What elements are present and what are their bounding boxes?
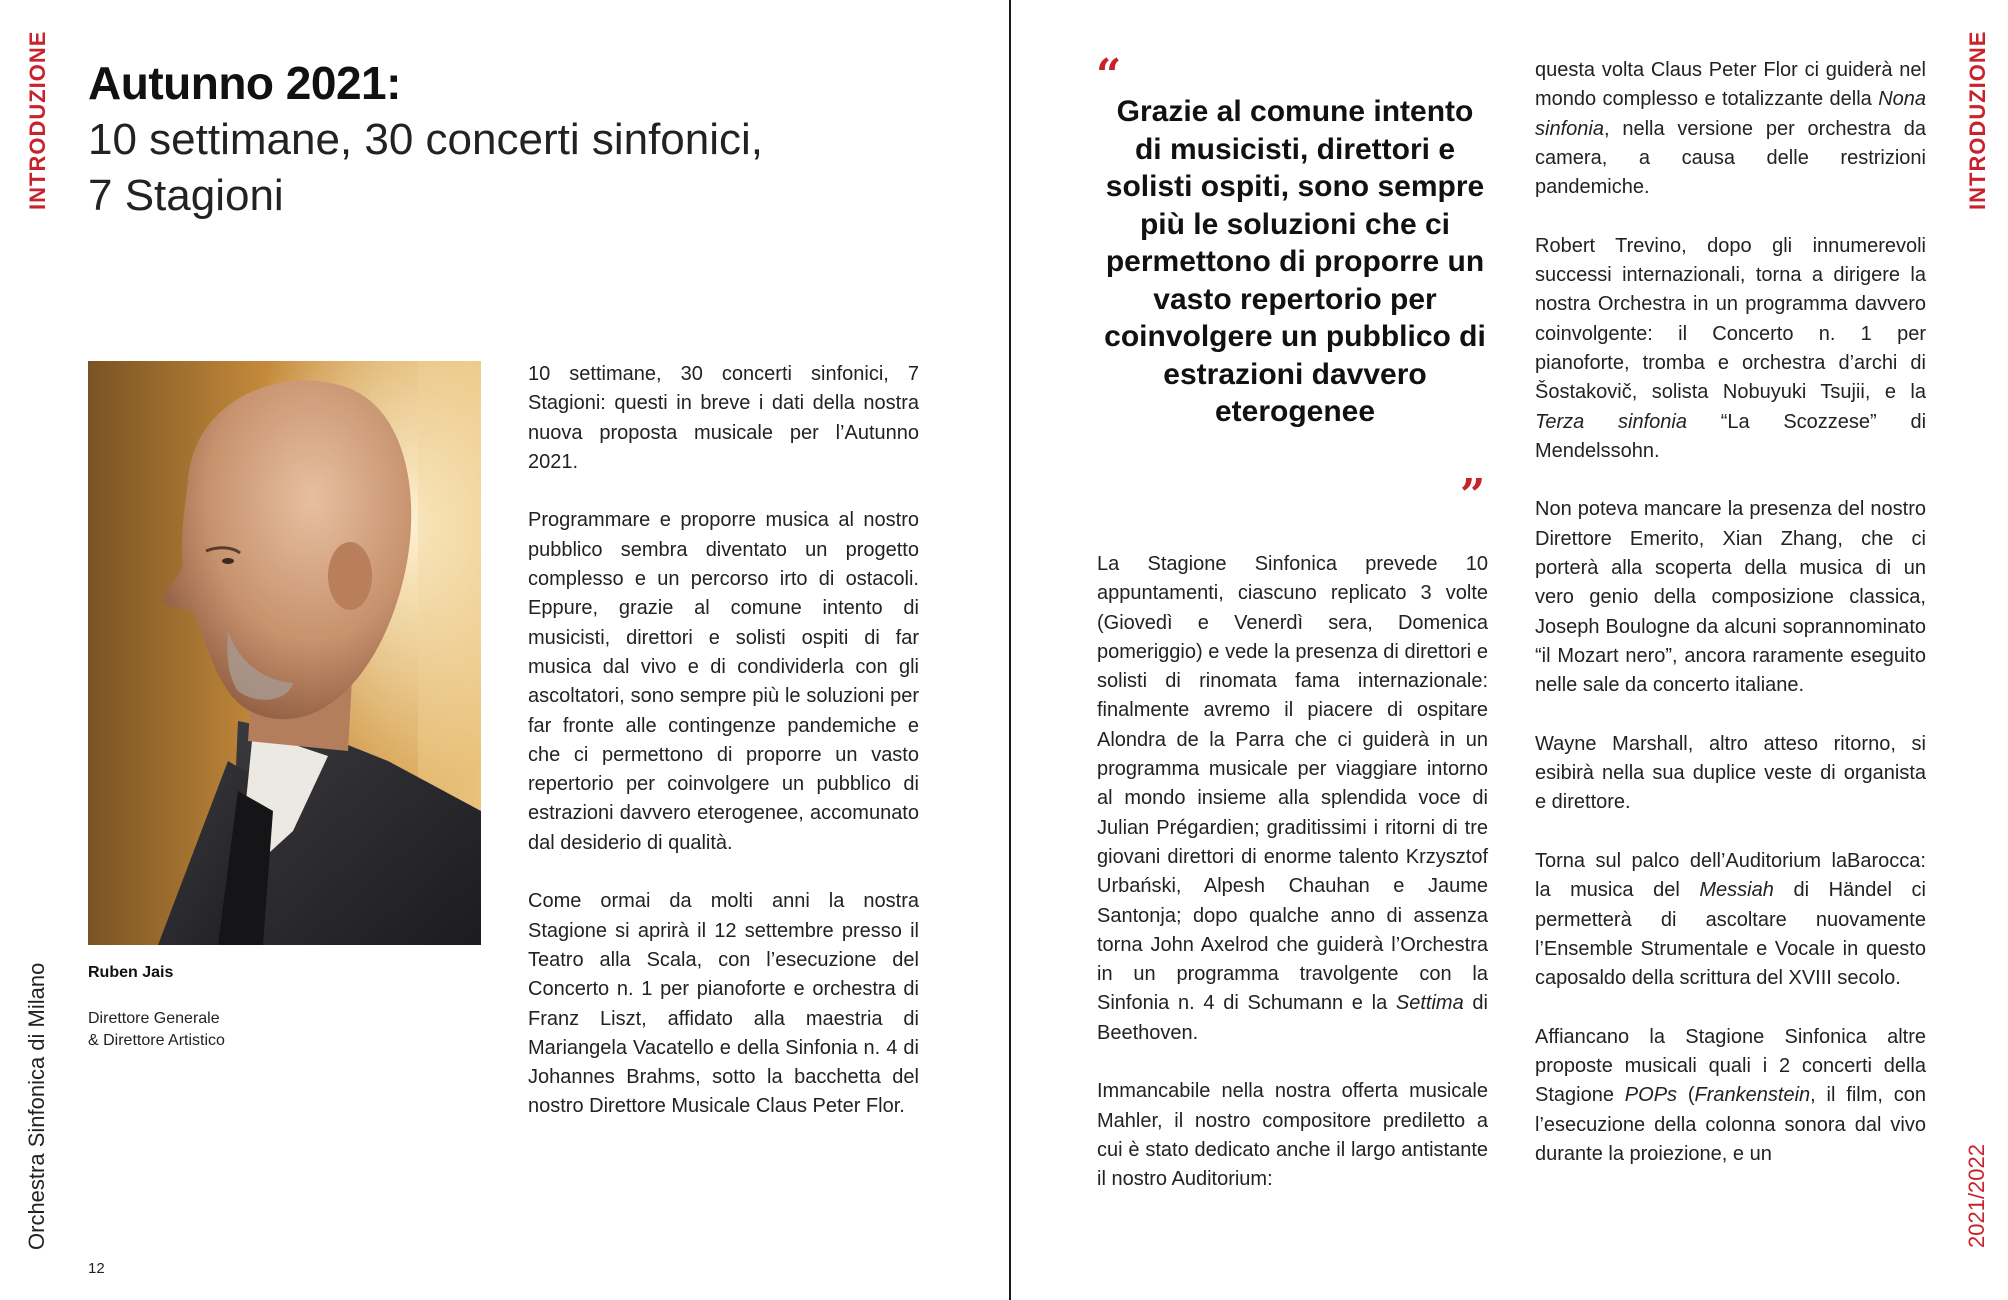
- season-label: 2021/2022: [1964, 1144, 1989, 1248]
- portrait-caption-name: Ruben Jais: [88, 964, 174, 981]
- section-label-left: INTRODUZIONE: [25, 30, 50, 210]
- portrait-caption-role: [88, 1008, 388, 1052]
- paragraph: Wayne Marshall, altro atteso ritorno, si esibirà nella sua duplice veste di organista e direttore.: [1535, 732, 1926, 814]
- quote-close-mark: ”: [1460, 470, 1486, 521]
- page-spread-divider: [1009, 0, 1011, 1300]
- pull-quote: Grazie al comune intento di musicisti, direttori e solisti ospiti, sono sempre più le soluzioni che ci permettono di proporre un vasto repertorio per coinvolgere un pubblico di estrazioni davvero eterogenee: [1104, 95, 1486, 428]
- paragraph: Affiancano la Stagione Sinfonica altre proposte musicali quali i 2 concerti della Stagione POPs (Frankenstein, il film, con l’esecuzione della colonna sonora dal vivo durante la proiezione, e un: [1535, 1025, 1927, 1165]
- quote-open-mark: “: [1096, 50, 1122, 101]
- page-number: 12: [88, 1260, 105, 1277]
- subtitle-line-2: 7 Stagioni: [88, 171, 284, 220]
- paragraph: Robert Trevino, dopo gli innumerevoli successi internazionali, torna a dirigere la nostra Orchestra in un programma davvero coinvolgente: il Concerto n. 1 per pianoforte, tromba e orchestra d’archi di Šostakovič, solista Nobuyuki Tsujii, e la Terza sinfonia “La Scozzese” di Mendelssohn.: [1535, 234, 1927, 462]
- paragraph: La Stagione Sinfonica prevede 10 appuntamenti, ciascuno replicato 3 volte (Giovedì e Venerdì sera, Domenica pomeriggio) e vede la presenza di direttori e solisti di rinomata fama internazionale: finalmente avremo il piacere di ospitare Alondra de la Parra che ci guiderà in un programma musicale per viaggiare intorno al mondo insieme alla splendida voce di Julian Prégardien; graditissimi i ritorni di tre giovani direttori di enorme talento Krzysztof Urbański, Alpesh Chauhan e Jaume Santonja; dopo qualche anno di assenza torna John Axelrod che guiderà l’Orchestra in un programma travolgente con la Sinfonia n. 4 di Schumann e la Settima di Beethoven.: [1097, 553, 1488, 1044]
- orchestra-label: Orchestra Sinfonica di Milano: [24, 962, 49, 1250]
- paragraph: questa volta Claus Peter Flor ci guiderà nel mondo complesso e totalizzante della Nona sinfonia, nella versione per orchestra da camera, a causa delle restrizioni pandemiche.: [1535, 59, 1926, 199]
- paragraph: 10 settimane, 30 concerti sinfonici, 7 Stagioni: questi in breve i dati della nostra nuova proposta musicale per l’Autunno 2021.: [528, 363, 919, 473]
- paragraph: Programmare e proporre musica al nostro pubblico sembra diventato un progetto complesso e un percorso irto di ostacoli. Eppure, grazie al comune intento di musicisti, direttori e solisti ospiti di far musica dal vivo e di condividerla con gli ascoltatori, sono sempre più le soluzioni per far fronte alle contingenze pandemiche e che ci permettono di proporre un vasto repertorio per coinvolgere un pubblico di estrazioni davvero eterogenee, accomunato dal desiderio di qualità.: [528, 509, 919, 854]
- subtitle-line-1: 10 settimane, 30 concerti sinfonici,: [88, 115, 764, 164]
- body-column-3: [1097, 550, 1488, 1224]
- portrait-photo: [88, 361, 481, 945]
- paragraph: Torna sul palco dell’Auditorium laBarocca: la musica del Messiah di Händel ci permetterà di ascoltare nuovamente l’Ensemble Strumentale e Vocale in questo caposaldo della scrittura del XVIII secolo.: [1535, 850, 1927, 990]
- role-line-2: & Direttore Artistico: [88, 1032, 225, 1049]
- role-line-1: Direttore Generale: [88, 1010, 220, 1027]
- body-column-1: [528, 360, 919, 1151]
- section-label-right: INTRODUZIONE: [1965, 30, 1990, 210]
- paragraph: Non poteva mancare la presenza del nostro Direttore Emerito, Xian Zhang, che ci porterà alla scoperta della musica di un vero genio della composizione classica, Joseph Boulogne da alcuni soprannominato “il Mozart nero”, ancora raramente eseguito nelle sale da concerto italiane.: [1535, 498, 1926, 697]
- page-title: Autunno 2021:: [88, 57, 401, 109]
- body-column-4: [1535, 56, 1926, 1199]
- page-subtitle: [88, 112, 908, 224]
- paragraph: Come ormai da molti anni la nostra Stagione si aprirà il 12 settembre presso il Teatro alla Scala, con l’esecuzione del Concerto n. 1 per pianoforte e orchestra di Franz Liszt, affidato alla maestria di Mariangela Vacatello e della Sinfonia n. 4 di Johannes Brahms, sotto la bacchetta del nostro Direttore Musicale Claus Peter Flor.: [528, 890, 919, 1118]
- paragraph: Immancabile nella nostra offerta musicale Mahler, il nostro compositore prediletto a cui è stato dedicato anche il largo antistante il nostro Auditorium:: [1097, 1080, 1488, 1191]
